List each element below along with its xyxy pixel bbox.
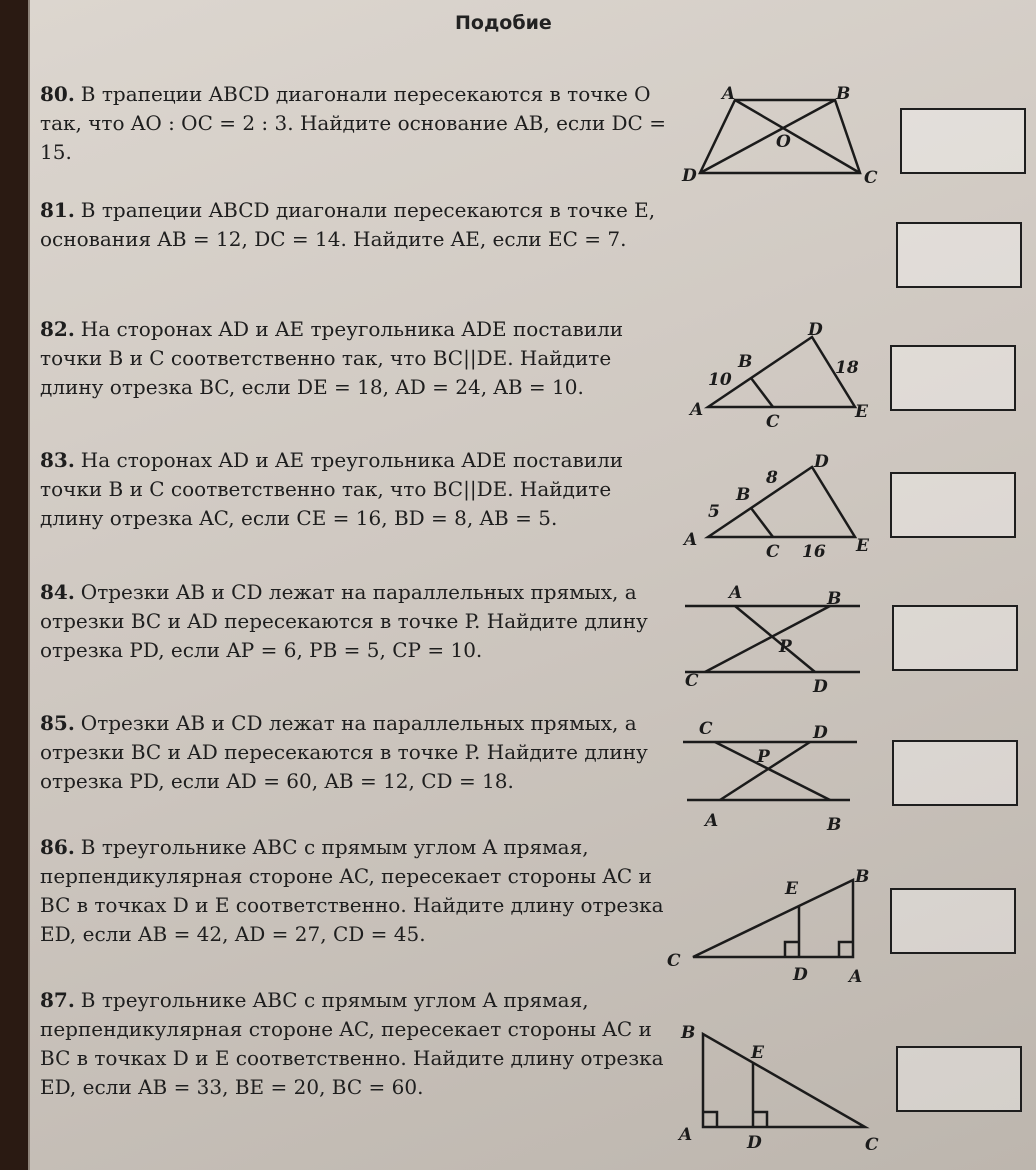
problem-81 — [40, 196, 680, 254]
problem-text: В трапеции ABCD диагонали пересекаются в точке E, основания AB = 12, DC = 14. Найдите AE, если EC = 7. — [40, 198, 656, 251]
segment-bc — [705, 606, 830, 672]
figure-85-parallel-lines — [675, 712, 875, 837]
answer-box-82[interactable] — [890, 345, 1016, 411]
problem-82 — [40, 315, 680, 402]
problem-text: На сторонах AD и AE треугольника ADE поставили точки B и C соответственно так, что BC||DE. Найдите длину отрезка BC, если DE = 18, AD = 24, AB = 10. — [40, 317, 624, 399]
label-d: D — [793, 965, 808, 985]
problem-number: 84. — [40, 580, 75, 604]
segment-bc — [751, 378, 773, 407]
label-a: A — [849, 967, 863, 987]
problem-text: Отрезки AB и CD лежат на параллельных прямых, а отрезки BC и AD пересекаются в точке P. Найдите длину отрезка PD, если AD = 60, AB = 12, CD = 18. — [40, 711, 648, 793]
problem-number: 87. — [40, 988, 75, 1012]
length-ab: 5 — [708, 502, 720, 522]
label-b: B — [827, 815, 842, 835]
label-b: B — [827, 589, 842, 609]
label-p: P — [779, 637, 792, 657]
label-c: C — [766, 542, 780, 562]
problem-number: 82. — [40, 317, 75, 341]
problem-number: 80. — [40, 82, 75, 106]
label-e: E — [751, 1043, 764, 1063]
length-de: 18 — [835, 358, 859, 378]
label-a: A — [690, 400, 704, 420]
page-title: Подобие — [455, 12, 552, 34]
label-b: B — [836, 84, 851, 104]
triangle-abc — [693, 880, 853, 957]
label-c: C — [699, 719, 713, 739]
problem-text: На сторонах AD и AE треугольника ADE поставили точки B и C соответственно так, что BC||DE. Найдите длину отрезка AC, если CE = 16, BD = 8, AB = 5. — [40, 448, 624, 530]
figure-83-triangle — [680, 445, 880, 570]
diagonal-ac — [735, 100, 860, 173]
label-d: D — [747, 1133, 762, 1153]
figure-84-parallel-lines — [675, 580, 875, 705]
label-b: B — [855, 867, 870, 887]
label-b: B — [738, 352, 753, 372]
right-angle-a — [703, 1112, 717, 1127]
problem-text: В трапеции ABCD диагонали пересекаются в точке O так, что AO : OC = 2 : 3. Найдите основание AB, если DC = 15. — [40, 82, 666, 164]
right-angle-a — [839, 942, 853, 957]
label-e: E — [856, 536, 869, 556]
answer-box-80[interactable] — [900, 108, 1026, 174]
label-a: A — [705, 811, 719, 831]
problem-number: 83. — [40, 448, 75, 472]
label-d: D — [808, 320, 823, 340]
right-angle-d — [785, 942, 799, 957]
length-ab: 10 — [708, 370, 732, 390]
label-c: C — [685, 671, 699, 691]
problem-text: В треугольнике ABC с прямым углом A прямая, перпендикулярная стороне AC, пересекает стороны AC и BC в точках D и E соответственно. Найдите длину отрезка ED, если AB = 33, BE = 20, BC = 60. — [40, 988, 664, 1099]
problem-text: Отрезки AB и CD лежат на параллельных прямых, а отрезки BC и AD пересекаются в точке P. Найдите длину отрезка PD, если AP = 6, PB = 5, CP = 10. — [40, 580, 648, 662]
answer-box-83[interactable] — [890, 472, 1016, 538]
answer-box-84[interactable] — [892, 605, 1018, 671]
label-p: P — [757, 747, 770, 767]
triangle-ade — [708, 467, 855, 537]
figure-87-right-triangle — [675, 1022, 885, 1167]
problem-text: В треугольнике ABC с прямым углом A прямая, перпендикулярная стороне AC, пересекает стороны AC и BC в точках D и E соответственно. Найдите длину отрезка ED, если AB = 42, AD = 27, CD = 45. — [40, 835, 664, 946]
problem-number: 86. — [40, 835, 75, 859]
label-b: B — [736, 485, 751, 505]
label-d: D — [813, 677, 828, 697]
label-e: E — [785, 879, 798, 899]
problem-86 — [40, 833, 680, 949]
problem-84 — [40, 578, 680, 665]
label-e: E — [855, 402, 868, 422]
problem-number: 85. — [40, 711, 75, 735]
triangle-abc — [703, 1034, 865, 1127]
problem-80 — [40, 80, 680, 167]
segment-bc — [751, 508, 773, 537]
problem-number: 81. — [40, 198, 75, 222]
label-o: O — [776, 132, 791, 152]
answer-box-85[interactable] — [892, 740, 1018, 806]
label-d: D — [814, 452, 829, 472]
answer-box-86[interactable] — [890, 888, 1016, 954]
label-c: C — [865, 1135, 879, 1155]
diagonal-bd — [700, 100, 835, 173]
label-c: C — [864, 168, 878, 188]
label-a: A — [684, 530, 698, 550]
label-d: D — [682, 166, 697, 186]
label-d: D — [813, 723, 828, 743]
problem-83 — [40, 446, 680, 533]
problem-87 — [40, 986, 680, 1102]
figure-80-trapezoid — [680, 85, 880, 195]
label-c: C — [766, 412, 780, 432]
label-b: B — [681, 1023, 696, 1043]
label-a: A — [679, 1125, 693, 1145]
label-a: A — [729, 583, 743, 603]
length-ce: 16 — [802, 542, 826, 562]
label-a: A — [722, 84, 736, 104]
figure-82-triangle — [680, 315, 880, 435]
length-bd: 8 — [766, 468, 778, 488]
answer-box-87[interactable] — [896, 1046, 1022, 1112]
segment-ad — [735, 606, 815, 672]
right-angle-d — [753, 1112, 767, 1127]
answer-box-81[interactable] — [896, 222, 1022, 288]
figure-86-right-triangle — [665, 862, 875, 987]
problem-85 — [40, 709, 680, 796]
label-c: C — [667, 951, 681, 971]
